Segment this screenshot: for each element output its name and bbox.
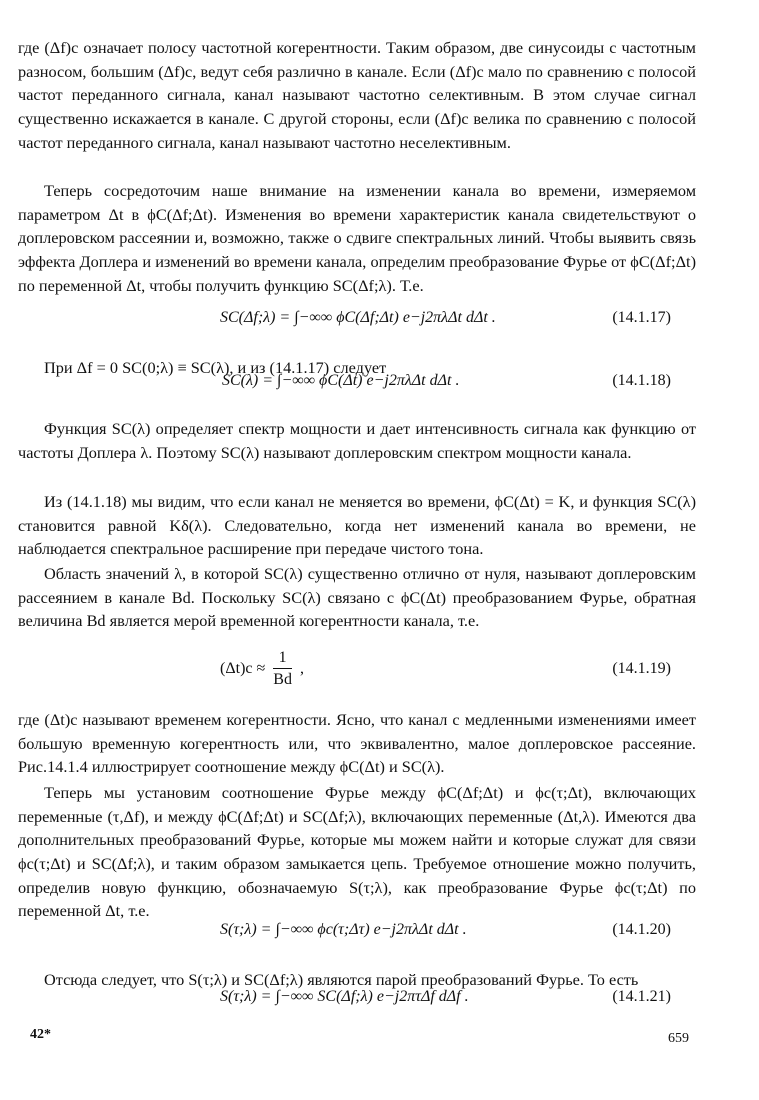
paragraph-doppler-spread: Область значений λ, в которой SC(λ) существенно отлично от нуля, называют доплеровским рассеянием в канале Bd. Поскольку SC(λ) связано с ϕC(Δt) преобразованием Фурье, обратная величина Bd является мерой временной когерентности канала, т.е. <box>18 564 696 631</box>
equation-14-1-21 <box>0 984 759 1014</box>
equation-formula: SC(λ) = ∫−∞∞ ϕC(Δt) e−j2πλΔt dΔt . <box>222 372 460 389</box>
equation-number: (14.1.17) <box>612 309 671 326</box>
fraction-numerator: 1 <box>273 648 292 669</box>
page-number: 659 <box>668 1031 689 1046</box>
fraction-denominator: Bd <box>273 671 292 688</box>
equation-14-1-19 <box>0 640 759 690</box>
equation-formula: SC(Δf;λ) = ∫−∞∞ ϕC(Δf;Δt) e−j2πλΔt dΔt . <box>220 309 496 326</box>
equation-14-1-18 <box>0 368 759 398</box>
equation-14-1-20 <box>0 917 759 947</box>
paragraph-doppler-spectrum: Функция SC(λ) определяет спектр мощности и дает интенсивность сигнала как функцию от частоты Доплера λ. Поэтому SC(λ) называют доплеровским спектром мощности канала. <box>18 419 696 462</box>
signature-mark: 42* <box>30 1027 51 1042</box>
paragraph-time-invariant-channel: Из (14.1.18) мы видим, что если канал не меняется во времени, ϕC(Δt) = K, и функция SC(λ) становится равной Kδ(λ). Следовательно, когда нет изменений канала во времени, не наблюдается спектральное расширение при передаче чистого тона. <box>18 492 696 559</box>
equation-number: (14.1.20) <box>612 921 671 938</box>
equation-14-1-17 <box>0 305 759 335</box>
paragraph-coherence-time: где (Δt)c называют временем когерентности. Ясно, что канал с медленными изменениями имеет большую временную когерентность или, что эквивалентно, малое доплеровское рассеяние. Рис.14.1.4 иллюстрирует соотношение между ϕC(Δt) и SC(λ). <box>18 710 696 777</box>
paragraph-zero-offset: При Δf = 0 SC(0;λ) ≡ SC(λ), и из (14.1.17) следует <box>44 358 387 378</box>
equation-number: (14.1.19) <box>612 660 671 677</box>
equation-formula: S(τ;λ) = ∫−∞∞ ϕc(τ;Δτ) e−j2πλΔt dΔt . <box>220 921 467 938</box>
paragraph-transform-pair: Отсюда следует, что S(τ;λ) и SC(Δf;λ) являются парой преобразований Фурье. То есть <box>44 970 639 990</box>
paragraph-fourier-relations: Теперь мы установим соотношение Фурье между ϕC(Δf;Δt) и ϕc(τ;Δt), включающих переменные (τ,Δf), и между ϕC(Δf;Δt) и SC(Δf;λ), включающих переменные (Δt,λ). Имеются два дополнительных преобразований Фурье, которые мы можем найти и которые служат для связи ϕc(τ;Δt) и SC(Δf;λ), и таким образом замыкается цепь. Требуемое отношение можно получить, определив новую функцию, обозначаемую S(τ;λ), как преобразование Фурье ϕc(τ;Δt) по переменной Δt, т.е. <box>18 783 696 921</box>
fraction <box>273 648 292 691</box>
equation-lhs: (Δt)c ≈ <box>220 660 266 678</box>
paragraph-frequency-coherence: где (Δf)c означает полосу частотной когерентности. Таким образом, две синусоиды с частотным разносом, большим (Δf)c, ведут себя различно в канале. Если (Δf)c мало по сравнению с полосой частот переданного сигнала, канал называют частотно селективным. В этом случае сигнал существенно искажается в канале. С другой стороны, если (Δf)c велика по сравнению с полосой частот переданного сигнала, канал называют частотно неселективным. <box>18 38 696 152</box>
equation-formula <box>220 648 304 691</box>
equation-formula: S(τ;λ) = ∫−∞∞ SC(Δf;λ) e−j2πτΔf dΔf . <box>220 988 469 1005</box>
equation-tail: , <box>299 660 304 678</box>
paragraph-time-variation: Теперь сосредоточим наше внимание на изменении канала во времени, измеряемом параметром Δt в ϕC(Δf;Δt). Изменения во времени характеристик канала свидетельствуют о доплеровском рассеянии и, возможно, также о сдвиге спектральных линий. Чтобы выявить связь эффекта Доплера и изменений во времени канала, определим преобразование Фурье от ϕC(Δf;Δt) по переменной Δt, чтобы получить функцию SC(Δf;λ). Т.е. <box>18 181 696 295</box>
equation-number: (14.1.18) <box>612 372 671 389</box>
equation-number: (14.1.21) <box>612 988 671 1005</box>
